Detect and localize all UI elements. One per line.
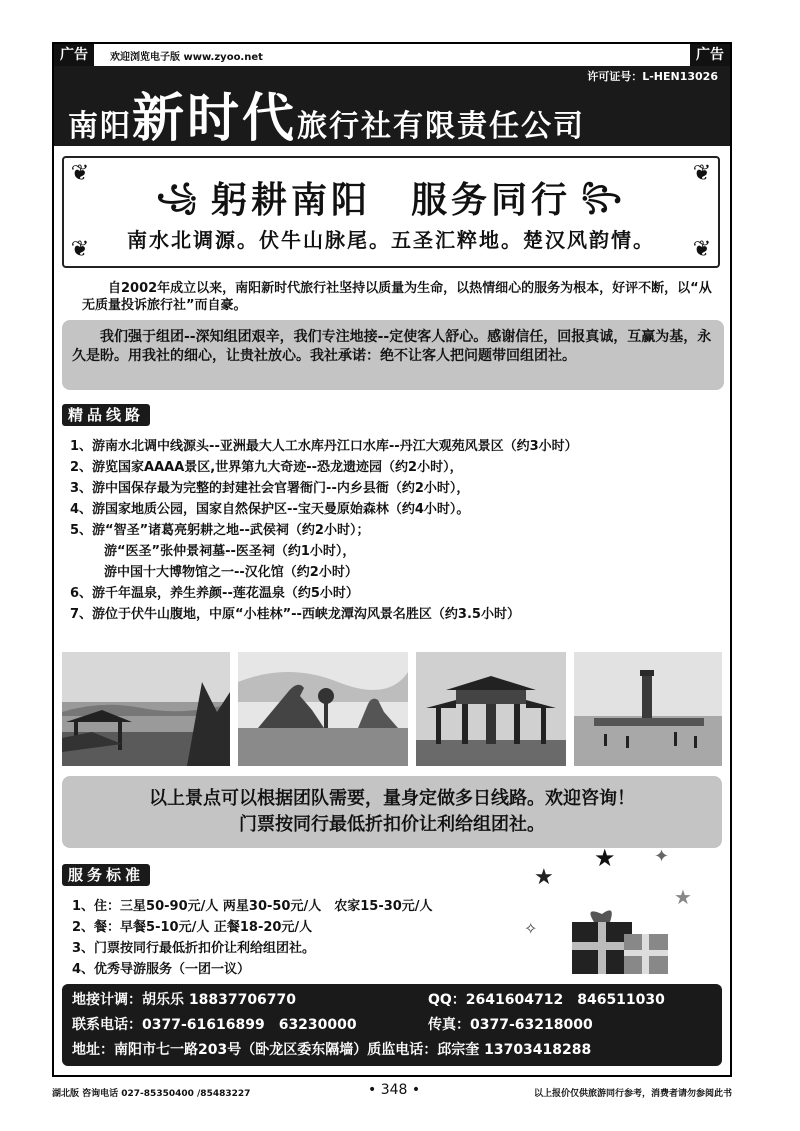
- promise-box: 我们强于组团--深知组团艰辛，我们专注地接--定使客人舒心。感谢信任，回报真诚，互赢为基，永久是盼。用我社的细心，让贵社放心。我社承诺：绝不让客人把问题带回组团社。: [62, 320, 724, 390]
- fax-number[interactable]: 传真：0377-63218000: [428, 1017, 593, 1033]
- svg-text:★: ★: [594, 844, 616, 872]
- route-list: [70, 436, 730, 625]
- page-footer: [52, 1082, 732, 1102]
- service-item: 2、餐：早餐5-10元/人 正餐18-20元/人: [72, 920, 313, 935]
- route-item: 游“医圣”张仲景祠墓--医圣祠（约1小时），: [104, 544, 356, 559]
- site-link[interactable]: 欢迎浏览电子版 www.zyoo.net: [110, 52, 263, 63]
- contact-row: [72, 988, 712, 1013]
- brand-highlight: 新时代: [132, 89, 298, 149]
- advert-page: [52, 42, 732, 1077]
- license-number: 许可证号：L-HEN13026: [587, 70, 718, 83]
- page-number: • 348 •: [368, 1082, 421, 1098]
- service-item: 4、优秀导游服务（一团一议）: [72, 962, 251, 977]
- top-strip: [54, 44, 730, 66]
- photo-strip: [62, 652, 722, 766]
- route-item: 2、游览国家AAAA景区,世界第九大奇迹--恐龙遗迹园（约2小时），: [70, 460, 463, 475]
- service-item: 3、门票按同行最低折扣价让利给组团社。: [72, 941, 316, 956]
- route-item: 6、游千年温泉，养生养颜--莲花温泉（约5小时）: [70, 586, 359, 601]
- county-office-gate-photo: [416, 652, 566, 766]
- corner-ornament-icon: ❦: [70, 237, 90, 262]
- route-item: 3、游中国保存最为完整的封建社会官署衙门--内乡县衙（约2小时），: [70, 481, 470, 496]
- gift-boxes-icon: [524, 844, 714, 984]
- swirl-left-icon: ꧁: [156, 181, 201, 212]
- corner-ornament-icon: ❦: [692, 161, 712, 186]
- banner-line-1: 以上景点可以根据团队需要，量身定做多日线路。欢迎咨询！: [149, 788, 635, 809]
- lake-pavilion-photo: [62, 652, 230, 766]
- slogan-main: [64, 172, 718, 229]
- corner-ornament-icon: ❦: [692, 237, 712, 262]
- routes-heading: 精品线路: [62, 404, 150, 426]
- footer-disclaimer: 以上报价仅供旅游同行参考，消费者请勿参阅此书: [533, 1089, 732, 1099]
- monument-square-photo: [574, 652, 722, 766]
- svg-text:★: ★: [534, 865, 554, 890]
- route-item: 1、游南水北调中线源头--亚洲最大人工水库丹江口水库--丹江大观苑风景区（约3小时）: [70, 439, 578, 454]
- office-phone[interactable]: 联系电话：0377-61616899 63230000: [72, 1017, 357, 1033]
- ad-label-left: 广告: [54, 44, 94, 66]
- slogan-frame: [62, 156, 720, 268]
- company-name: [68, 76, 585, 151]
- route-item: 4、游国家地质公园，国家自然保护区--宝天曼原始森林（约4小时）。: [70, 502, 470, 517]
- service-item: 1、住：三星50-90元/人 两星30-50元/人 农家15-30元/人: [72, 899, 433, 914]
- svg-text:✧: ✧: [524, 919, 538, 938]
- footer-edition: 湖北版 咨询电话 027-85350400 /85483227: [52, 1089, 251, 1099]
- contact-row: [72, 1013, 712, 1038]
- services-heading: 服务标准: [62, 864, 150, 886]
- service-list: [72, 896, 512, 980]
- custom-tour-banner: [62, 776, 722, 848]
- banner-line-2: 门票按同行最低折扣价让利给组团社。: [239, 814, 545, 835]
- corner-ornament-icon: ❦: [70, 161, 90, 186]
- swirl-right-icon: ꧂: [581, 181, 626, 212]
- qq-numbers[interactable]: QQ：2641604712 846511030: [428, 992, 665, 1008]
- brand-suffix: 旅行社有限责任公司: [297, 109, 586, 144]
- slogan-sub: 南水北调源。伏牛山脉尾。五圣汇粹地。楚汉风韵情。: [127, 228, 655, 252]
- company-header: [54, 66, 730, 149]
- route-item: 游中国十大博物馆之一--汉化馆（约2小时）: [104, 565, 358, 580]
- address-row: 地址：南阳市七一路203号（卧龙区委东隔墙）质监电话：邱宗奎 13703418288: [72, 1042, 592, 1058]
- intro-paragraph: 自2002年成立以来，南阳新时代旅行社坚持以质量为生命，以热情细心的服务为根本，好评不断，以“从无质量投诉旅行社”而自豪。: [82, 281, 712, 313]
- svg-text:✦: ✦: [654, 846, 670, 867]
- dinosaur-park-photo: [238, 652, 408, 766]
- coordinator-phone[interactable]: 地接计调：胡乐乐 18837706770: [72, 992, 297, 1008]
- route-item: 7、游位于伏牛山腹地，中原“小桂林”--西峡龙潭沟风景名胜区（约3.5小时）: [70, 607, 520, 622]
- ad-label-right: 广告: [690, 44, 730, 66]
- contact-panel: [62, 984, 722, 1066]
- slogan-main-text: 躬耕南阳 服务同行: [210, 180, 571, 221]
- svg-text:★: ★: [674, 885, 692, 909]
- route-item: 5、游“智圣”诸葛亮躬耕之地--武侯祠（约2小时）；: [70, 523, 370, 538]
- brand-city: 南阳: [68, 109, 132, 144]
